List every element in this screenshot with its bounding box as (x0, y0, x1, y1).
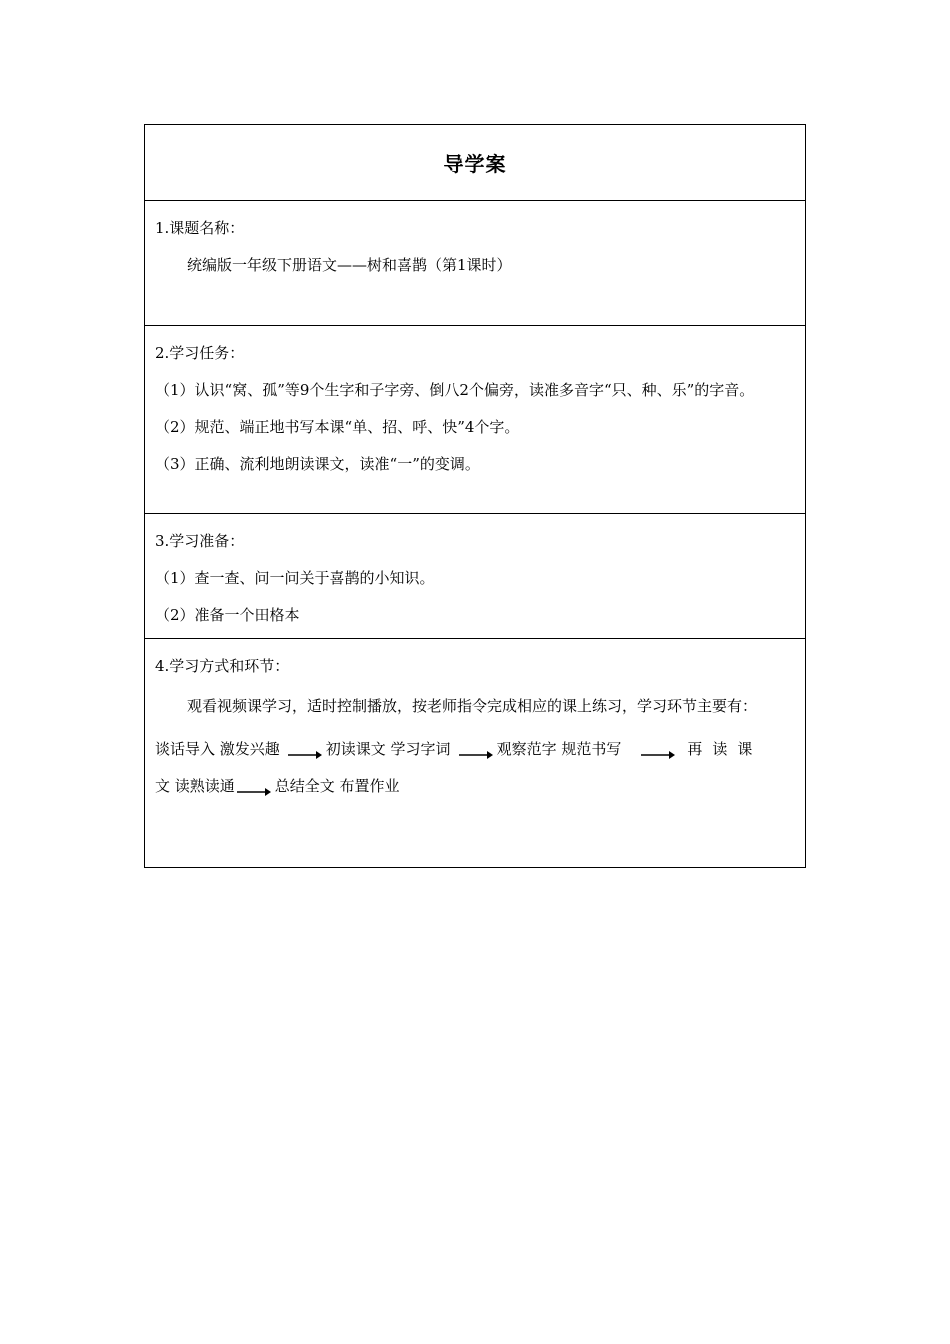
step-3: 观察范字 规范书写 (496, 740, 622, 758)
topic-heading: 1.课题名称： (155, 219, 245, 237)
steps-flow-line-2 (155, 768, 795, 805)
task-item-2: （2）规范、端正地书写本课“单、招、呼、快”4个字。 (155, 418, 520, 436)
steps-flow-line-1 (155, 731, 795, 768)
tasks-section (145, 326, 805, 514)
steps-flow (155, 731, 795, 805)
step-5: 总结全文 布置作业 (274, 777, 400, 795)
prep-item-2: （2）准备一个田格本 (155, 606, 300, 624)
tasks-heading: 2.学习任务： (155, 344, 245, 362)
task-item-3: （3）正确、流利地朗读课文，读准“一”的变调。 (155, 455, 480, 473)
task-item-1: （1）认识“窝、孤”等9个生字和子字旁、倒八2个偏旁，读准多音字“只、种、乐”的字音。 (155, 381, 755, 399)
step-4-part-2: 文 读熟读通 (155, 777, 235, 795)
mode-section (145, 639, 805, 867)
arrow-right-icon (641, 747, 675, 759)
arrow-right-icon (237, 784, 271, 796)
arrow-right-icon (459, 747, 493, 759)
prep-section (145, 514, 805, 639)
prep-item-1: （1）查一查、问一问关于喜鹊的小知识。 (155, 569, 435, 587)
mode-heading: 4.学习方式和环节： (155, 657, 290, 675)
topic-text: 统编版一年级下册语文——树和喜鹊（第1课时） (187, 256, 512, 274)
document-title: 导学案 (443, 152, 507, 176)
step-2: 初读课文 学习字词 (325, 740, 451, 758)
prep-heading: 3.学习准备： (155, 532, 245, 550)
topic-section (145, 201, 805, 326)
title-row (145, 125, 805, 201)
step-4-part-1: 再读课 (687, 740, 763, 758)
mode-paragraph: 观看视频课学习，适时控制播放，按老师指令完成相应的课上练习，学习环节主要有： (187, 697, 758, 715)
step-1: 谈话导入 激发兴趣 (155, 740, 280, 758)
arrow-right-icon (288, 747, 322, 759)
study-guide-table (144, 124, 806, 868)
